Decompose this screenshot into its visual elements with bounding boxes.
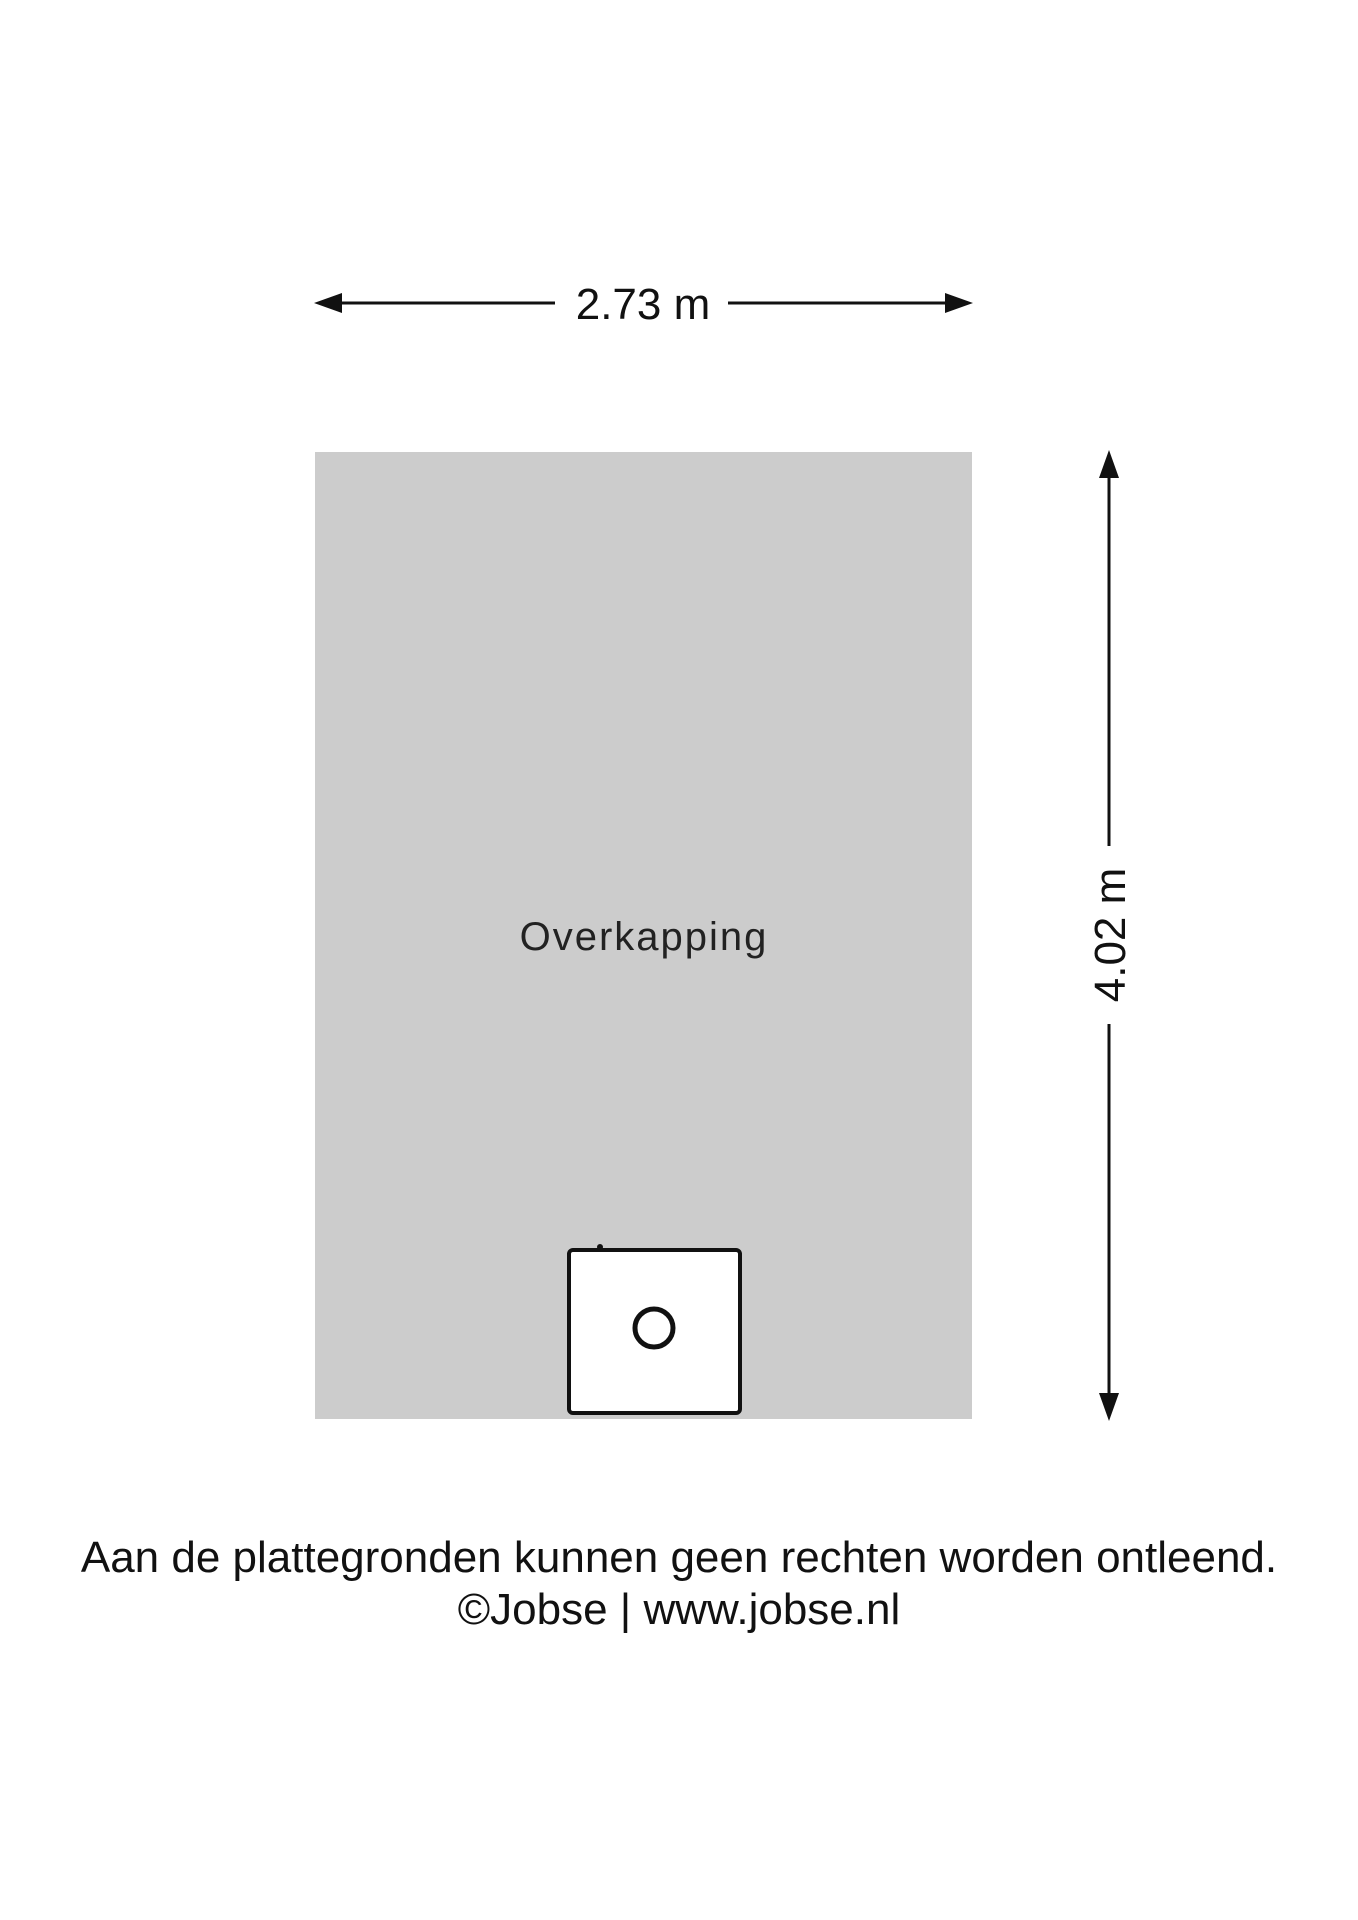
arrow-right-icon [945,293,973,313]
fixture-tab [597,1244,603,1250]
width-dimension-label: 2.73 m [575,280,711,329]
room-label: Overkapping [519,915,769,959]
unit-with-drain-icon [569,1244,740,1413]
arrow-left-icon [314,293,342,313]
height-dimension [1086,450,1135,1421]
height-dimension-label: 4.02 m [1086,867,1135,1003]
arrow-down-icon [1099,1393,1119,1421]
width-dimension [314,280,973,329]
credit-text: ©Jobse | www.jobse.nl [457,1585,901,1634]
disclaimer-text: Aan de plattegronden kunnen geen rechten worden ontleend. [80,1533,1278,1582]
arrow-up-icon [1099,450,1119,478]
drain-circle [635,1309,673,1347]
